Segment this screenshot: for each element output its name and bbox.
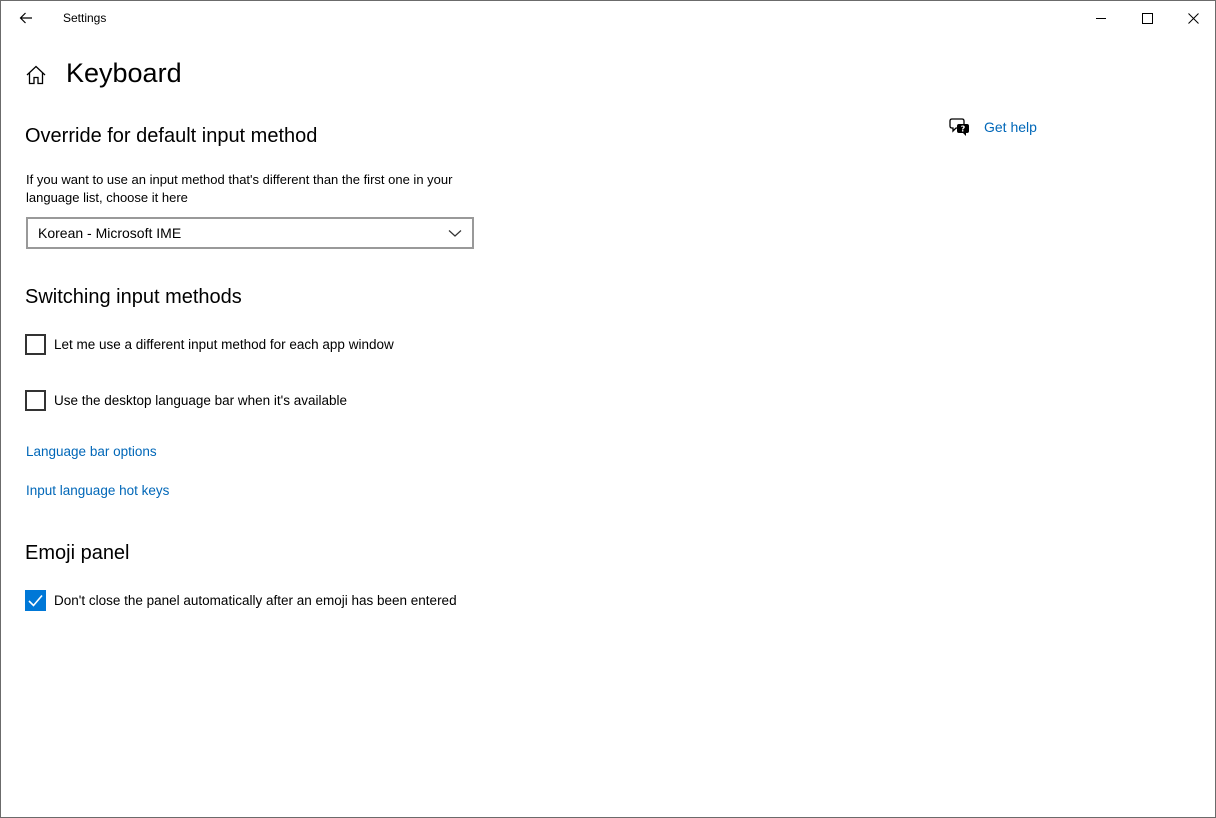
- per-app-input-label: Let me use a different input method for each app window: [54, 337, 394, 352]
- title-bar: [1, 1, 1215, 35]
- per-app-input-checkbox[interactable]: [25, 334, 46, 355]
- get-help-link[interactable]: [949, 117, 1037, 137]
- checkmark-icon: [28, 594, 43, 607]
- back-arrow-icon: [19, 12, 33, 24]
- emoji-panel-label: Don't close the panel automatically after an emoji has been entered: [54, 593, 457, 608]
- minimize-button[interactable]: [1078, 1, 1124, 35]
- input-method-dropdown[interactable]: [26, 217, 474, 249]
- home-button[interactable]: [25, 64, 47, 86]
- emoji-panel-checkbox[interactable]: [25, 590, 46, 611]
- close-button[interactable]: [1170, 1, 1216, 35]
- language-bar-label: Use the desktop language bar when it's available: [54, 393, 348, 408]
- maximize-button[interactable]: [1124, 1, 1170, 35]
- override-section-title: Override for default input method: [25, 125, 318, 147]
- minimize-icon: [1096, 13, 1107, 24]
- emoji-panel-checkbox-row[interactable]: [25, 590, 457, 611]
- language-bar-checkbox[interactable]: [25, 390, 46, 411]
- language-bar-checkbox-row[interactable]: [25, 390, 347, 411]
- switching-section-title: Switching input methods: [25, 286, 242, 308]
- input-language-hot-keys-link[interactable]: Input language hot keys: [26, 483, 170, 498]
- chevron-down-icon: [448, 227, 462, 239]
- page-title: Keyboard: [66, 58, 182, 88]
- back-button[interactable]: [9, 3, 43, 33]
- language-bar-options-link[interactable]: Language bar options: [26, 444, 157, 459]
- override-description: If you want to use an input method that's different than the first one in your language list, choose it here: [26, 172, 453, 205]
- home-icon: [25, 64, 47, 86]
- get-help-label: Get help: [984, 119, 1037, 135]
- close-icon: [1188, 13, 1199, 24]
- window-title: Settings: [63, 11, 107, 25]
- per-app-input-checkbox-row[interactable]: [25, 334, 394, 355]
- svg-text:?: ?: [960, 124, 966, 134]
- chat-help-icon: [949, 117, 971, 137]
- maximize-icon: [1142, 13, 1153, 24]
- emoji-section-title: Emoji panel: [25, 542, 130, 564]
- dropdown-selected-value: Korean - Microsoft IME: [38, 225, 182, 241]
